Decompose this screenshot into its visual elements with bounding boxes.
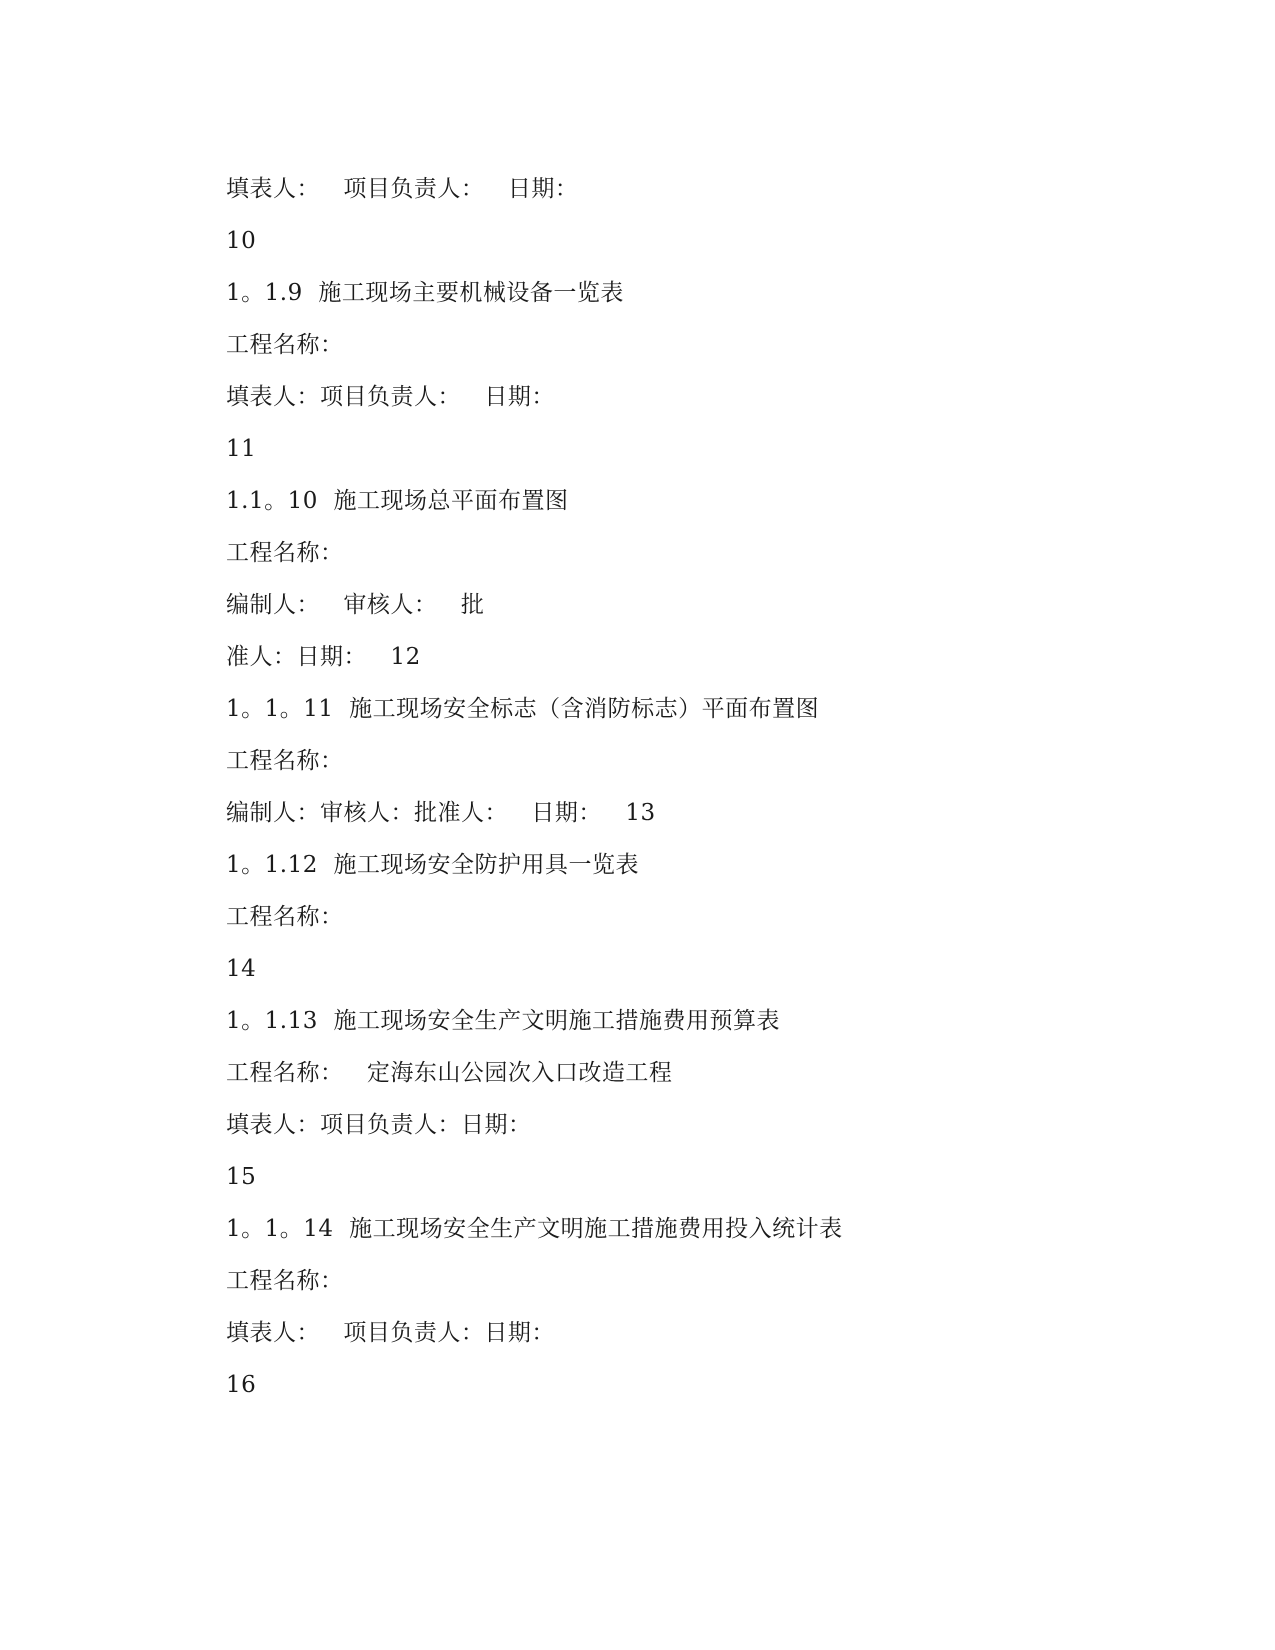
- section-heading: 1。1.9 施工现场主要机械设备一览表: [226, 280, 624, 306]
- signature-line: 填表人：项目负责人：日期：: [226, 1112, 532, 1138]
- section-heading: 1。1.13 施工现场安全生产文明施工措施费用预算表: [226, 1008, 780, 1034]
- page-number: 10: [226, 228, 257, 254]
- signature-line: 填表人：项目负责人： 日期：: [226, 384, 555, 410]
- page-number: 14: [226, 956, 257, 982]
- signature-line: 编制人：审核人：批准人： 日期： 13: [226, 800, 656, 826]
- section-heading: 1。1。11 施工现场安全标志（含消防标志）平面布置图: [226, 696, 820, 722]
- page-number: 11: [226, 436, 257, 462]
- section-heading: 1。1.12 施工现场安全防护用具一览表: [226, 852, 639, 878]
- project-name-line: 工程名称： 定海东山公园次入口改造工程: [226, 1060, 673, 1086]
- project-name-line: 工程名称：: [226, 1268, 344, 1294]
- project-name-line: 工程名称：: [226, 332, 344, 358]
- signature-line: 填表人： 项目负责人： 日期：: [226, 176, 579, 202]
- section-heading: 1.1。10 施工现场总平面布置图: [226, 488, 569, 514]
- section-heading: 1。1。14 施工现场安全生产文明施工措施费用投入统计表: [226, 1216, 843, 1242]
- page-number: 15: [226, 1164, 257, 1190]
- project-name-line: 工程名称：: [226, 904, 344, 930]
- signature-line: 准人：日期： 12: [226, 644, 421, 670]
- project-name-line: 工程名称：: [226, 540, 344, 566]
- signature-line: 填表人： 项目负责人：日期：: [226, 1320, 555, 1346]
- signature-line: 编制人： 审核人： 批: [226, 592, 485, 618]
- page-number: 16: [226, 1372, 257, 1398]
- project-name-line: 工程名称：: [226, 748, 344, 774]
